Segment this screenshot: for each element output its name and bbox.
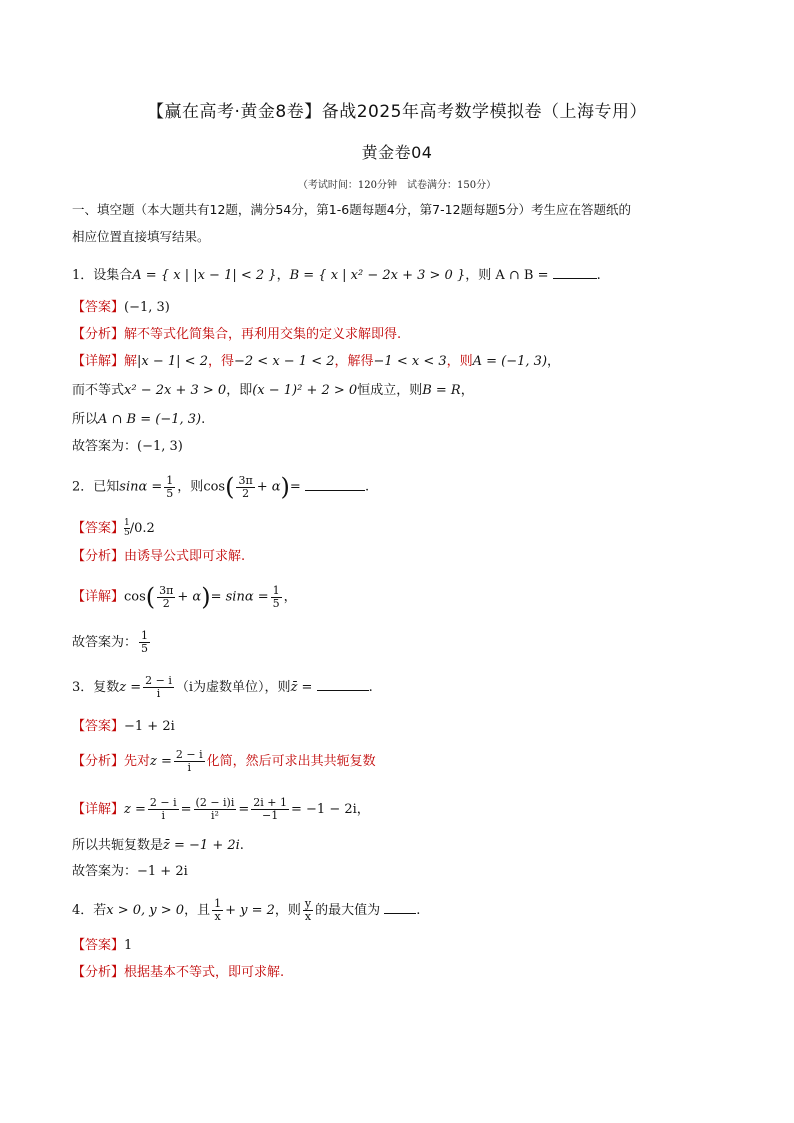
exam-subtitle: 黄金卷04 [361,143,433,162]
q1-answer-tag: 【答案】 [72,300,125,315]
q3-answer-row [72,717,722,737]
q1-d1-d: −2 < x − 1 < 2 [234,354,335,369]
q2-detail-mid: = sinα = [210,589,269,605]
q4-r-num: y [304,897,312,910]
q3-detail-tag: 【详解】 [72,802,125,817]
q2-final-fraction [139,630,150,655]
q1-set-b: B = { x | x² − 2x + 3 > 0 } [289,268,466,283]
q3-d-den3: −1 [262,809,279,822]
q4-fraction-1-x [212,898,223,923]
q1-analysis: 解不等式化简集合，再利用交集的定义求解即得. [124,327,402,342]
q1-conclusion-row [72,437,722,457]
q3-an-a: 先对 [124,754,151,769]
q3-d-den2: i² [210,809,219,822]
q3-detail-row-2: 所以共轭复数是z̄ = −1 + 2i. [72,838,244,853]
q4-answer: 1 [124,938,133,953]
q3-d-num2: (2 − i)i [195,796,235,809]
q3-detail-row: 【详解】z = $\frac{2 - i}{i}$ = $\frac{(2 - i)i}{\text{i²}}$ = $\frac{2i + 1}{-1}$ = −1 − 2i， [72,796,370,822]
q4-answer-tag: 【答案】 [72,938,125,953]
q1-d1-h: A = (−1, 3) [472,354,548,369]
q3-prefix: 3．复数 [72,680,120,695]
q1-d2-e: 恒成立，则 [357,383,423,398]
q1-d2-a: 而不等式 [72,383,125,398]
q1-d2-f: B = R [422,383,461,398]
q1-d1-b: |x − 1| < 2 [137,354,208,369]
exam-title: 【赢在高考·黄金8卷】备战2025年高考数学模拟卷（上海专用） [147,102,647,122]
q1-d1-f: −1 < x < 3 [373,354,447,369]
q2-prefix: 2．已知 [72,479,120,495]
q3-d-end: = −1 − 2i [291,802,357,817]
q2-f-num: 1 [166,473,174,487]
q2-detail-arg-den: 2 [162,596,170,610]
q2-conclusion-label: 故答案为： [72,635,138,650]
q3-analysis-fraction [174,749,205,774]
q4-tail: 的最大值为 [315,903,381,918]
q2-ask: ，则 [177,479,204,495]
question-1: 1．设集合A = { x | |x − 1| < 2 }，B = { x | x² − 2x + 3 > 0 }，则 A ∩ B = . [72,268,601,283]
q3-d-num3: 2i + 1 [253,796,287,809]
q4-plus: + y = 2 [225,903,275,918]
q4-analysis: 根据基本不等式，即可求解. [124,965,285,980]
q4-answer-blank [384,901,416,914]
q3-d2-b: z̄ = −1 + 2i [163,838,240,853]
q4-fraction-y-x [303,898,313,923]
q1-final: (−1, 3) [137,439,183,454]
q1-ask: ，则 A ∩ B = [465,268,549,283]
q1-answer-row [72,298,722,318]
q1-d3-a: 所以 [72,412,99,427]
q2-answer-den: 5 [124,528,130,538]
q2-detail-row: 【详解】cos( $\frac{3\pi}{2}$ + α)= sinα = $\frac{1}{5}$ ， [72,583,297,611]
q3-analysis-tag: 【分析】 [72,754,125,769]
q3-an-z: z = [150,754,172,769]
q4-mid: ，且 [184,903,211,918]
q4-r-den: x [304,910,312,923]
q3-final: −1 + 2i [137,864,188,879]
q3-answer-blank [317,678,369,691]
q2-arg-num: 3π [238,473,253,487]
section-heading-line1: 一、填空题（本大题共有12题，满分54分，第1-6题每题4分，第7-12题每题5分）考生应在答题纸的 [72,202,632,217]
q2-arg-den: 2 [242,486,250,500]
q1-sep: ， [276,268,290,283]
q2-detail-tag: 【详解】 [72,589,125,605]
q1-analysis-row [72,325,722,345]
q4-analysis-tag: 【分析】 [72,965,125,980]
q1-set-a: A = { x | |x − 1| < 2 } [132,268,277,283]
q1-conclusion-label: 故答案为： [72,439,138,454]
q3-detail-fraction-3 [251,797,289,822]
q2-detail-arg-fraction [157,585,175,610]
q3-z: z = [119,680,142,695]
q4-prefix: 4．若 [72,903,107,918]
q1-prefix: 1．设集合 [72,268,133,283]
q3-d-z: z = [124,802,146,817]
exam-meta: （考试时间：120分钟 试卷满分：150分） [297,180,497,191]
q1-d1-g: ，则 [446,354,473,369]
q3-conclusion-row [72,862,722,882]
q2-detail-f-den: 5 [272,596,280,610]
section-heading-line2: 相应位置直接填写结果。 [72,229,210,244]
q1-d3-b: A ∩ B = (−1, 3) [98,412,202,427]
q4-f-den: x [214,910,221,923]
q3-detail-fraction-2 [194,797,237,822]
q3-an-num: 2 − i [175,748,203,761]
q3-d-num1: 2 − i [149,796,177,809]
q3-zbar: z̄ = [290,680,313,695]
q4-analysis-row [72,963,722,983]
q1-detail-row-2: 而不等式x² − 2x + 3 > 0，即(x − 1)² + 2 > 0恒成立，则B = R， [72,383,474,398]
q2-cos: cos [203,479,226,495]
q3-conclusion-label: 故答案为： [72,864,138,879]
q2-final-den: 5 [141,642,149,655]
q3-fraction [143,675,174,700]
q1-d1-a: 解 [124,354,138,369]
q1-d1-e: ，解得 [334,354,374,369]
q3-detail-fraction-1 [148,797,179,822]
q2-detail-fraction [271,585,282,610]
q2-eq: = [289,479,301,495]
q1-d2-c: ，即 [226,383,253,398]
q2-analysis: 由诱导公式即可求解. [124,549,246,564]
question-3: 3．复数z = $\frac{2 - i}{i}$ （i为虚数单位），则z̄ = . [72,674,373,700]
q2-plus: + α [256,479,281,495]
q3-num: 2 − i [145,674,172,687]
q3-d-den1: i [161,809,166,822]
q2-detail-plus: + α [177,589,202,605]
q1-detail-row-3: 所以A ∩ B = (−1, 3). [72,412,206,427]
q4-answer-row [72,936,722,956]
q2-sin: sinα = [119,479,163,495]
q2-detail-cos: cos [124,589,146,605]
q1-analysis-tag: 【分析】 [72,327,125,342]
q2-answer-row [72,517,722,541]
q2-answer-tag: 【答案】 [72,521,125,536]
q1-d1-c: ，得 [207,354,234,369]
q3-note: （i为虚数单位），则 [175,680,291,695]
question-4: 4．若x > 0, y > 0，且 $\frac{1}{x}$ + y = 2，则 $\frac{y}{x}$ 的最大值为 . [72,897,421,923]
q3-answer: −1 + 2i [124,719,175,734]
q1-detail-row-1: 【详解】解|x − 1| < 2，得−2 < x − 1 < 2，解得−1 < x < 3，则A = (−1, 3)， [72,354,561,369]
q1-detail-tag: 【详解】 [72,354,125,369]
q1-d2-b: x² − 2x + 3 > 0 [124,383,227,398]
q4-cond: x > 0, y > 0 [106,903,185,918]
q1-answer-blank [553,266,597,279]
q2-final-num: 1 [141,629,149,642]
q1-answer: (−1, 3) [124,300,170,315]
q3-an-b: 化简，然后可求出其共轭复数 [206,754,376,769]
q3-answer-tag: 【答案】 [72,719,125,734]
q4-f-num: 1 [214,897,222,910]
q2-analysis-row [72,547,722,567]
q2-fraction-1-5 [164,475,175,500]
q2-analysis-tag: 【分析】 [72,549,125,564]
q3-analysis-row [72,745,722,779]
q4-ask: ，则 [274,903,301,918]
q2-detail-arg-num: 3π [159,583,174,597]
q3-an-den: i [187,761,192,774]
q2-conclusion-row [72,626,722,660]
q2-answer-alt: /0.2 [129,521,155,536]
q1-d2-d: (x − 1)² + 2 > 0 [252,383,358,398]
q3-d2-a: 所以共轭复数是 [72,838,164,853]
q3-den: i [156,687,161,700]
q2-f-den: 5 [166,486,174,500]
question-2: 2．已知sinα = $\frac{1}{5}$ ，则cos( $\frac{3\pi}{2}$ + α)= . [72,473,370,501]
q2-answer-blank [305,478,365,491]
q2-detail-f-num: 1 [272,583,280,597]
q2-arg-fraction [236,475,254,500]
q2-answer-num: 1 [124,518,130,528]
